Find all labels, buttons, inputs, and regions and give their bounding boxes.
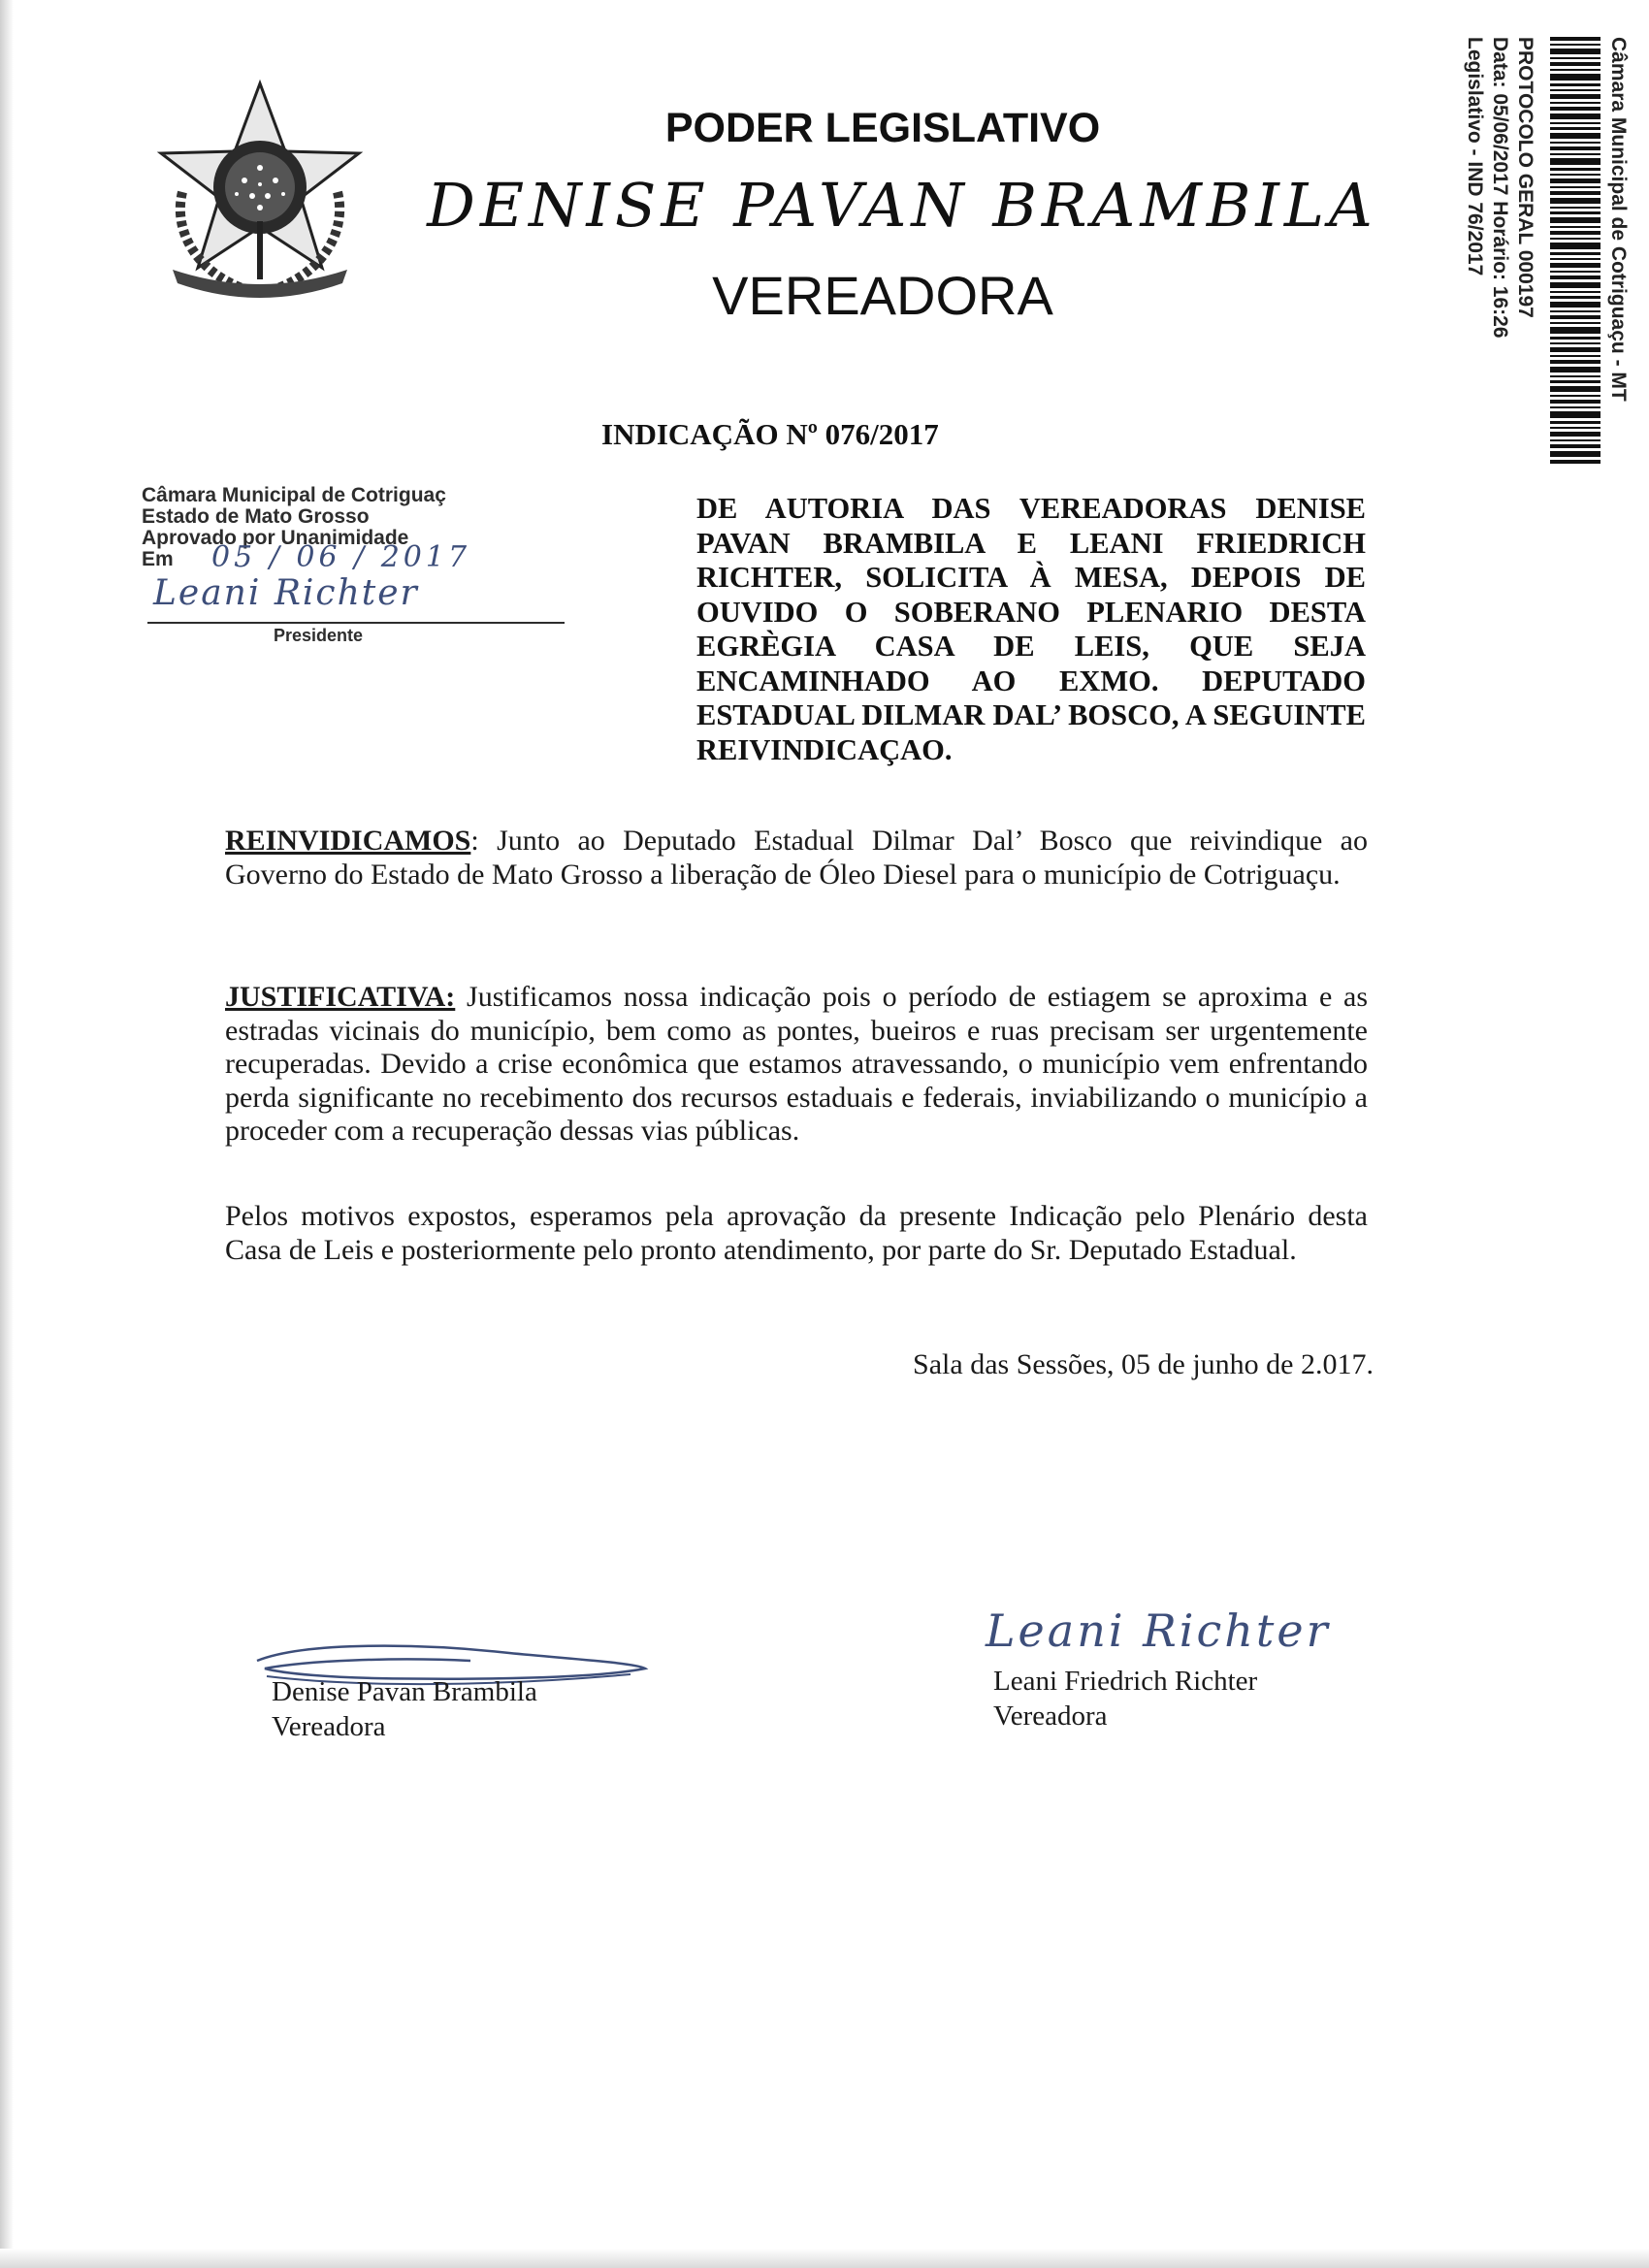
signature-handwritten-right: Leani Richter <box>986 1604 1331 1657</box>
paragraph-justificativa <box>225 981 1368 1149</box>
paragraph-motivos: Pelos motivos expostos, esperamos pela aprovação da presente Indicação pelo Plenário desta Casa de Leis e posteriormente pelo pronto atendimento, por parte do Sr. Deputado Estadual. <box>225 1200 1368 1266</box>
stamp-signature-line <box>147 622 565 624</box>
signer-name: Leani Friedrich Richter <box>993 1666 1258 1697</box>
protocol-chamber: Câmara Municipal de Cotriguaçu - MT <box>1607 37 1630 402</box>
stamp-approved: Aprovado por Unanimidade <box>142 527 409 549</box>
paragraph-label: JUSTIFICATIVA: <box>225 981 456 1013</box>
stamp-president-label: Presidente <box>274 626 364 645</box>
barcode-icon <box>1550 37 1600 464</box>
stamp-handwritten-date: 05 / 06 / 2017 <box>211 540 471 574</box>
stamp-state: Estado de Mato Grosso <box>142 505 370 528</box>
protocol-number: PROTOCOLO GERAL 000197 <box>1514 37 1536 318</box>
scan-edge <box>0 0 14 2268</box>
stamp-date-label: Em <box>142 548 174 570</box>
paragraph-label: REINVIDICAMOS <box>225 825 471 857</box>
paragraph-text: Justificamos nossa indicação pois o período de estiagem se aproxima e as estradas vicinais do município, bem como as pontes, bueiros e ruas precisam ser urgentemente recuperadas. Devido a crise econômica que estamos atravessando, o município vem enfrentando perda significante no recebimento dos recursos estaduais e federais, inviabilizando o município a proceder com a recuperação dessas vias públicas. <box>225 981 1368 1147</box>
protocol-reference: Legislativo - IND 76/2017 <box>1464 37 1486 276</box>
closing-place-date: Sala das Sessões, 05 de junho de 2.017. <box>913 1348 1374 1380</box>
signature-right <box>993 1664 1257 1733</box>
signer-name: Denise Pavan Brambila <box>272 1676 537 1707</box>
approval-stamp <box>136 478 582 653</box>
scan-edge <box>0 2249 1649 2268</box>
document-title: INDICAÇÃO Nº 076/2017 <box>601 417 939 451</box>
protocol-date: Data: 05/06/2017 Horário: 16:26 <box>1489 37 1511 339</box>
councilwoman-role: VEREADORA <box>712 265 1053 326</box>
councilwoman-name: DENISE PAVAN BRAMBILA <box>427 170 1377 241</box>
signature-left <box>272 1674 537 1744</box>
stamp-handwritten-signature: Leani Richter <box>153 573 419 613</box>
protocol-stamp <box>1445 37 1630 464</box>
stamp-chamber: Câmara Municipal de Cotriguaç <box>142 484 446 506</box>
document-ementa: DE AUTORIA DAS VEREADORAS DENISE PAVAN BRAMBILA E LEANI FRIEDRICH RICHTER, SOLICITA À MESA, DEPOIS DE OUVIDO O SOBERANO PLENARIO DESTA EGRÈGIA CASA DE LEIS, QUE SEJA ENCAMINHADO AO EXMO. DEPUTADO ESTADUAL DILMAR DAL’ BOSCO, A SEGUINTE REIVINDICAÇAO. <box>696 492 1366 766</box>
brazil-coat-of-arms-icon <box>144 76 376 308</box>
signer-role: Vereadora <box>272 1711 386 1742</box>
paragraph-reinvidicamos <box>225 825 1368 891</box>
paragraph-text: : Junto ao Deputado Estadual Dilmar Dal’ Bosco que reivindique ao Governo do Estado de Mato Grosso a liberação de Óleo Diesel para o município de Cotriguaçu. <box>225 825 1368 891</box>
signer-role: Vereadora <box>993 1701 1108 1732</box>
header-title: PODER LEGISLATIVO <box>664 105 1101 151</box>
